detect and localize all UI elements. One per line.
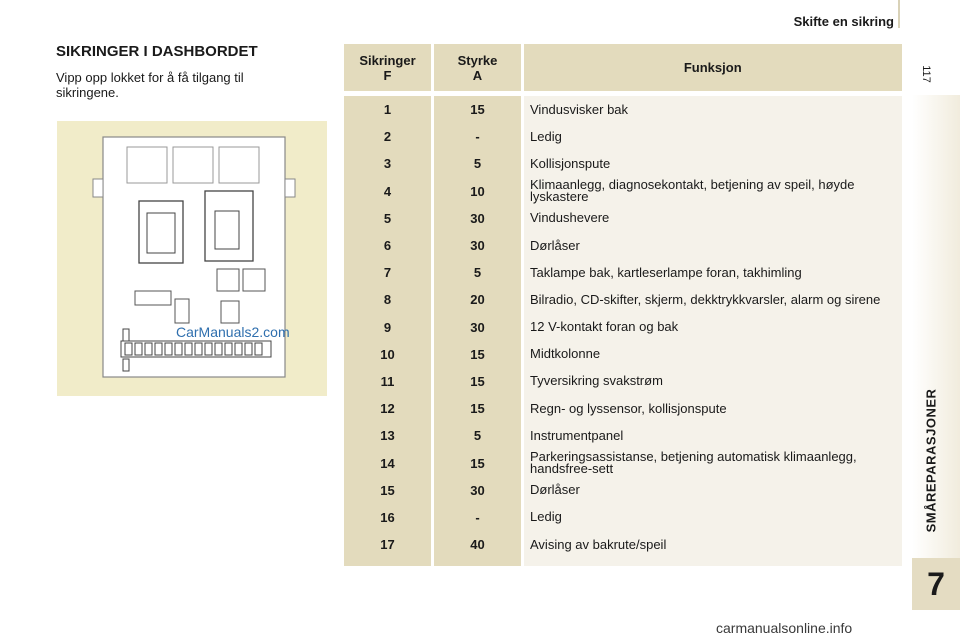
- column-header-fuse-unit: F: [383, 67, 392, 83]
- fuse-rating-cell: 15: [433, 96, 523, 123]
- table-row: [344, 205, 902, 232]
- fuse-rating-cell: 15: [433, 368, 523, 395]
- fuse-box-diagram: [57, 121, 327, 396]
- table-row: [344, 341, 902, 368]
- section-heading: SIKRINGER I DASHBORDET: [56, 43, 258, 60]
- fuse-number-cell: 2: [344, 123, 433, 150]
- fuse-number-cell: 6: [344, 232, 433, 259]
- fuse-rating-cell: 15: [433, 341, 523, 368]
- fuse-function-cell: Bilradio, CD-skifter, skjerm, dekktrykkvarsler, alarm og sirene: [523, 286, 902, 313]
- section-tab: [916, 370, 946, 550]
- fuse-number-cell: 8: [344, 286, 433, 313]
- fuse-rating-cell: 30: [433, 232, 523, 259]
- table-row: [344, 531, 902, 566]
- fuse-function-cell: Taklampe bak, kartleserlampe foran, takhimling: [523, 259, 902, 286]
- table-row: [344, 178, 902, 205]
- fuse-number-cell: 7: [344, 259, 433, 286]
- column-header-rating: [433, 44, 523, 91]
- fuse-function-cell: Midtkolonne: [523, 341, 902, 368]
- fuse-table: [344, 44, 903, 566]
- fuse-rating-cell: -: [433, 123, 523, 150]
- fuse-number-cell: 5: [344, 205, 433, 232]
- fuse-rating-cell: -: [433, 504, 523, 531]
- fuse-number-cell: 13: [344, 422, 433, 449]
- section-tab-label: SMÅREPARASJONER: [923, 388, 939, 532]
- fuse-number-cell: 16: [344, 504, 433, 531]
- fuse-rating-cell: 10: [433, 178, 523, 205]
- table-header-row: [344, 44, 902, 91]
- column-header-function-label: Funksjon: [683, 60, 742, 75]
- table-row: [344, 449, 902, 476]
- column-header-fuse-label: Sikringer: [359, 52, 416, 68]
- fuse-function-cell: Vindusvisker bak: [523, 96, 902, 123]
- page-number: 117: [920, 65, 932, 83]
- table-row: [344, 123, 902, 150]
- fuse-function-cell: Regn- og lyssensor, kollisjonspute: [523, 395, 902, 422]
- fuse-function-cell: Ledig: [523, 123, 902, 150]
- table-row: [344, 422, 902, 449]
- table-row: [344, 232, 902, 259]
- fuse-function-cell: Klimaanlegg, diagnosekontakt, betjening av speil, høyde lyskastere: [523, 178, 902, 205]
- fuse-function-cell: Instrumentpanel: [523, 422, 902, 449]
- intro-text: Vipp opp lokket for å få tilgang til sikringene.: [56, 70, 244, 100]
- fuse-function-cell: Tyversikring svakstrøm: [523, 368, 902, 395]
- fuse-rating-cell: 30: [433, 205, 523, 232]
- fuse-number-cell: 9: [344, 314, 433, 341]
- chapter-number: 7: [912, 558, 960, 610]
- fuse-number-cell: 10: [344, 341, 433, 368]
- column-header-rating-label: Styrke: [457, 52, 498, 68]
- watermark-text: CarManuals2.com: [176, 324, 290, 340]
- fuse-number-cell: 12: [344, 395, 433, 422]
- table-row: [344, 96, 902, 123]
- fuse-function-cell: Parkeringsassistanse, betjening automatisk klimaanlegg, handsfree-sett: [523, 449, 902, 476]
- fuse-function-cell: Avising av bakrute/speil: [523, 531, 902, 566]
- fuse-rating-cell: 5: [433, 422, 523, 449]
- fuse-rating-cell: 15: [433, 395, 523, 422]
- fuse-rating-cell: 5: [433, 259, 523, 286]
- table-row: [344, 477, 902, 504]
- table-row: [344, 395, 902, 422]
- fuse-number-cell: 4: [344, 178, 433, 205]
- fuse-function-cell: Dørlåser: [523, 477, 902, 504]
- column-header-function: [523, 44, 902, 91]
- fuse-rating-cell: 30: [433, 314, 523, 341]
- fuse-function-cell: 12 V-kontakt foran og bak: [523, 314, 902, 341]
- table-row: [344, 368, 902, 395]
- fuse-number-cell: 17: [344, 531, 433, 566]
- fuse-rating-cell: 30: [433, 477, 523, 504]
- fuse-rating-cell: 20: [433, 286, 523, 313]
- fuse-function-cell: Kollisjonspute: [523, 150, 902, 177]
- fuse-number-cell: 11: [344, 368, 433, 395]
- fuse-rating-cell: 40: [433, 531, 523, 566]
- header-divider: [898, 0, 900, 28]
- page-header-title: Skifte en sikring: [793, 14, 894, 29]
- table-row: [344, 259, 902, 286]
- fuse-table-body: [344, 96, 902, 566]
- footer-watermark: carmanualsonline.info: [716, 620, 853, 636]
- table-row: [344, 504, 902, 531]
- table-row: [344, 150, 902, 177]
- fuse-box-illustration: [57, 121, 327, 396]
- fuse-function-cell: Vindushevere: [523, 205, 902, 232]
- table-row: [344, 314, 902, 341]
- table-row: [344, 286, 902, 313]
- column-header-fuse: [344, 44, 433, 91]
- fuse-number-cell: 3: [344, 150, 433, 177]
- fuse-rating-cell: 5: [433, 150, 523, 177]
- fuse-function-cell: Dørlåser: [523, 232, 902, 259]
- column-header-rating-unit: A: [472, 67, 483, 83]
- fuse-number-cell: 15: [344, 477, 433, 504]
- fuse-function-cell: Ledig: [523, 504, 902, 531]
- fuse-number-cell: 14: [344, 449, 433, 476]
- fuse-rating-cell: 15: [433, 449, 523, 476]
- fuse-number-cell: 1: [344, 96, 433, 123]
